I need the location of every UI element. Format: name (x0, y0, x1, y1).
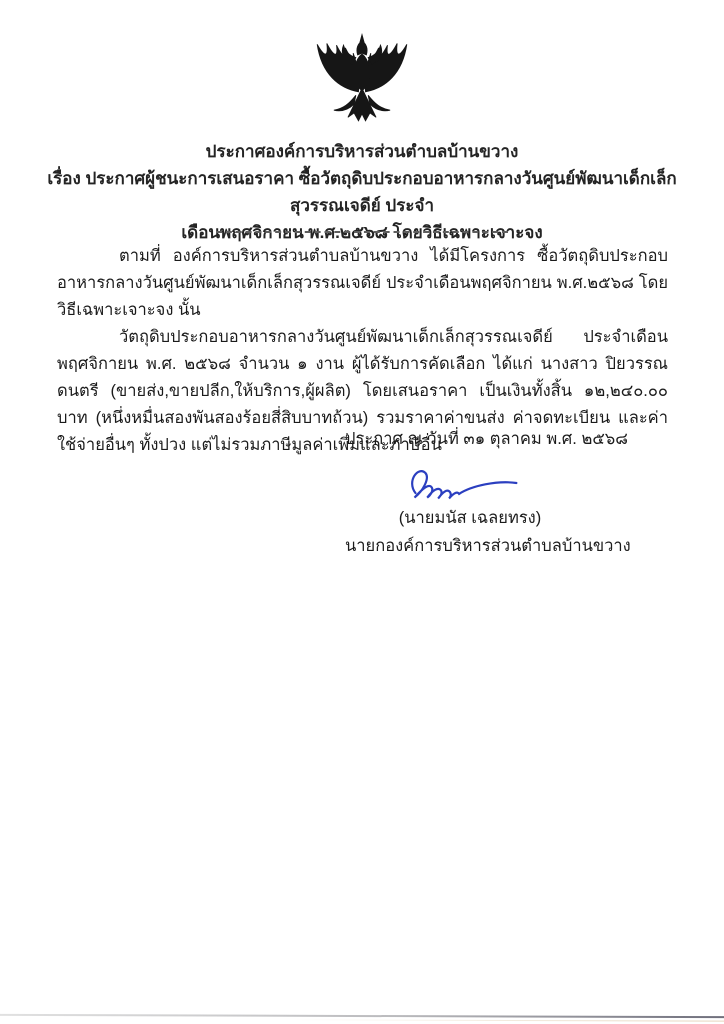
title-subject-line1: เรื่อง ประกาศผู้ชนะการเสนอราคา ซื้อวัตถุดิบประกอบอาหารกลางวันศูนย์พัฒนาเด็กเล็กสุวรรณเจดีย์ ประจำ (47, 169, 677, 215)
scan-edge-line (0, 1014, 724, 1018)
signer-name: (นายมนัส เฉลยทรง) (398, 509, 542, 527)
signature-block (345, 426, 631, 560)
announcement-date: ประกาศ ณ วันที่ ๓๑ ตุลาคม พ.ศ. ๒๕๖๘ (345, 430, 629, 448)
title-subject-line2: เดือนพฤศจิกายน พ.ศ.๒๕๖๘ โดยวิธีเฉพาะเจาะจง (181, 223, 543, 242)
paragraph-winner-details: วัตถุดิบประกอบอาหารกลางวันศูนย์พัฒนาเด็กเล็กสุวรรณเจดีย์ ประจำเดือนพฤศจิกายน พ.ศ. ๒๕๖๘ จำนวน ๑ งาน ผู้ได้รับการคัดเลือก ได้แก่ นางสาว ปิยวรรณ ดนตรี (ขายส่ง,ขายปลีก,ให้บริการ,ผู้ผลิต) โดยเสนอราคา เป็นเงินทั้งสิ้น ๑๒,๒๔๐.๐๐ บาท (หนึ่งหมื่นสองพันสองร้อยสี่สิบบาทถ้วน) รวมราคาค่าขนส่ง ค่าจดทะเบียน และค่าใช้จ่ายอื่นๆ ทั้งปวง แต่ไม่รวมภาษีมูลค่าเพิ่มและภาษีอื่น (57, 328, 668, 454)
handwritten-signature-ink (400, 463, 520, 503)
divider-dashed-line (216, 231, 508, 233)
title-organization: ประกาศองค์การบริหารส่วนตำบลบ้านขวาง (205, 142, 519, 161)
signer-title: นายกองค์การบริหารส่วนตำบลบ้านขวาง (345, 537, 631, 555)
announcement-title-block (36, 138, 688, 246)
garuda-emblem-icon (304, 33, 420, 138)
scan-edge-line-warm (290, 1019, 724, 1021)
paragraph-project-reference: ตามที่ องค์การบริหารส่วนตำบลบ้านขวาง ได้มีโครงการ ซื้อวัตถุดิบประกอบอาหารกลางวันศูนย์พัฒนาเด็กเล็กสุวรรณเจดีย์ ประจำเดือนพฤศจิกายน พ.ศ.๒๕๖๘ โดยวิธีเฉพาะเจาะจง นั้น (57, 247, 668, 319)
